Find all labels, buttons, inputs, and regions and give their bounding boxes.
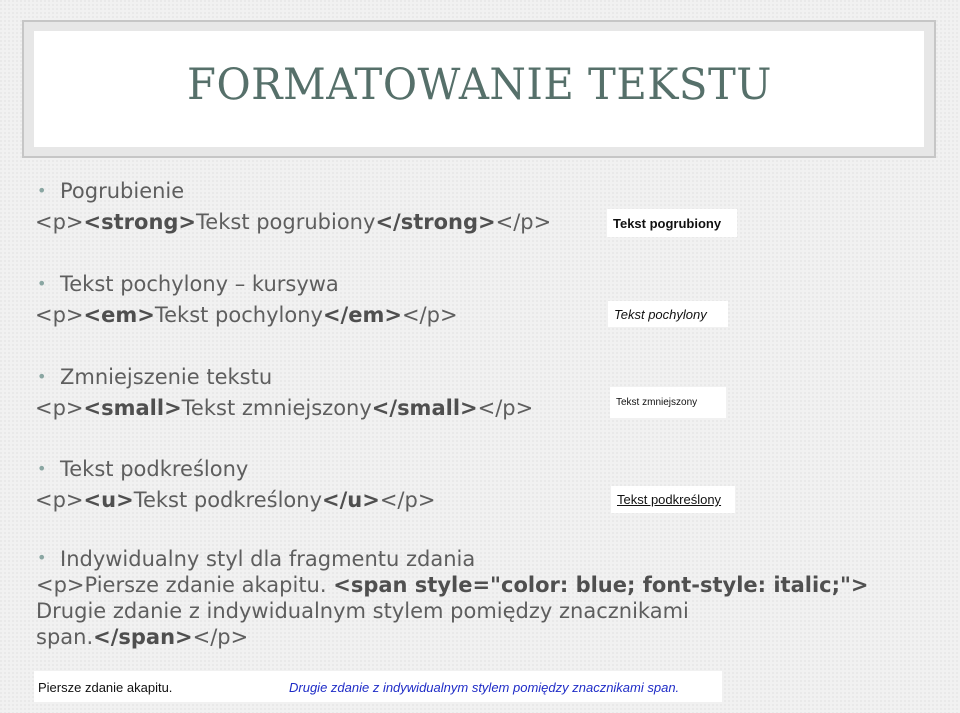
code-close-p: </p>: [495, 210, 552, 234]
code-close-strong: </strong>: [375, 210, 496, 234]
code-close-em: </em>: [322, 303, 402, 327]
bullet-dot-icon: •: [37, 367, 47, 386]
code-text: Tekst zmniejszony: [181, 396, 372, 420]
code-close-p: </p>: [401, 303, 458, 327]
code-line-1: [36, 572, 936, 598]
code-line-2: Drugie zdanie z indywidualnym stylem pomiędzy znacznikami: [36, 599, 689, 623]
code-open-p: <p>: [35, 303, 84, 327]
bullet-item-underline: [36, 454, 435, 485]
preview-span: [34, 671, 722, 702]
bullet-item-span: [36, 546, 936, 572]
preview-underline: Tekst podkreślony: [611, 486, 735, 513]
bullet-item-small: [36, 362, 533, 393]
code-text-end: span.: [36, 625, 94, 649]
code-open-small: <small>: [83, 396, 182, 420]
code-open-span: <span style="color: blue; font-style: italic;">: [333, 573, 869, 597]
bullet-dot-icon: •: [37, 548, 47, 567]
code-close-p: </p>: [379, 488, 436, 512]
section-underline: [36, 454, 435, 516]
bullet-label: Pogrubienie: [60, 179, 185, 203]
preview-italic: Tekst pochylony: [608, 301, 728, 327]
code-close-p: </p>: [192, 625, 249, 649]
code-close-p: </p>: [477, 396, 534, 420]
section-span: [36, 546, 936, 650]
code-open-p: <p>: [35, 396, 84, 420]
bullet-item-bold: [36, 176, 551, 207]
code-example-italic: [35, 300, 458, 331]
code-open-p: <p>: [35, 488, 84, 512]
code-open-em: <em>: [83, 303, 155, 327]
title-frame: [22, 20, 936, 158]
preview-bold: Tekst pogrubiony: [607, 209, 737, 237]
code-prefix: <p>Piersze zdanie akapitu.: [36, 573, 334, 597]
section-small: [36, 362, 533, 424]
code-text: Tekst pochylony: [154, 303, 323, 327]
preview-span-right: Drugie zdanie z indywidualnym stylem pomiędzy znacznikami span.: [289, 680, 680, 695]
code-example-small: [35, 393, 533, 424]
preview-small: Tekst zmniejszony: [610, 387, 726, 418]
bullet-dot-icon: •: [37, 181, 47, 200]
bullet-label: Zmniejszenie tekstu: [60, 365, 273, 389]
bullet-label: Tekst podkreślony: [60, 457, 249, 481]
code-close-span: </span>: [93, 625, 193, 649]
code-open-p: <p>: [35, 210, 84, 234]
title-box: [34, 31, 924, 147]
code-close-small: </small>: [371, 396, 478, 420]
bullet-dot-icon: •: [37, 274, 47, 293]
section-bold: [36, 176, 551, 238]
code-text: Tekst podkreślony: [133, 488, 323, 512]
bullet-label: Indywidualny styl dla fragmentu zdania: [60, 547, 476, 571]
preview-span-left: Piersze zdanie akapitu.: [38, 680, 173, 695]
code-line-3: [36, 624, 936, 650]
code-close-u: </u>: [322, 488, 380, 512]
code-open-strong: <strong>: [83, 210, 197, 234]
code-example-underline: [35, 485, 435, 516]
bullet-label: Tekst pochylony – kursywa: [60, 272, 339, 296]
section-italic: [36, 269, 458, 331]
code-open-u: <u>: [83, 488, 134, 512]
bullet-item-italic: [36, 269, 458, 300]
code-example-bold: [35, 207, 551, 238]
code-text: Tekst pogrubiony: [196, 210, 376, 234]
page-title: FORMATOWANIE TEKSTU: [186, 60, 772, 110]
bullet-dot-icon: •: [37, 459, 47, 478]
